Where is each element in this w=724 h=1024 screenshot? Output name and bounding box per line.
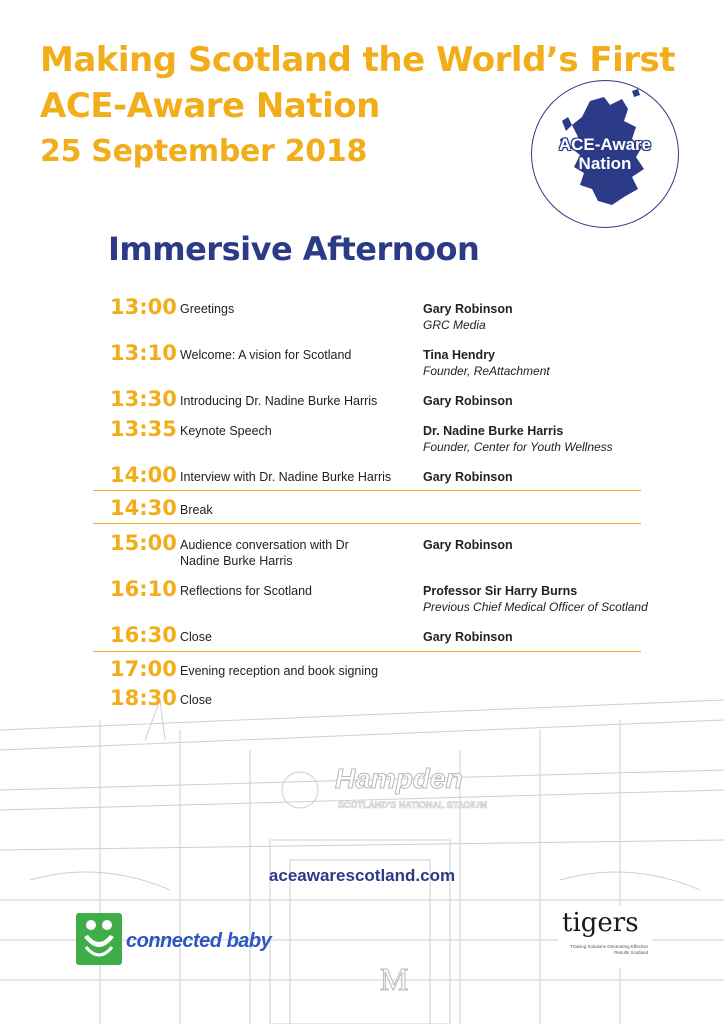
schedule-event: Close (180, 630, 212, 644)
schedule-time: 13:00 (110, 295, 177, 319)
schedule-time: 16:10 (110, 577, 177, 601)
schedule-speaker: Gary Robinson (423, 394, 513, 408)
ace-aware-nation-badge (531, 80, 679, 228)
schedule-divider (93, 490, 641, 491)
schedule-event: Reflections for Scotland (180, 584, 313, 598)
schedule-time: 18:30 (110, 686, 177, 710)
schedule-event: Welcome: A vision for Scotland (180, 348, 352, 362)
schedule-role: Previous Chief Medical Officer of Scotland (423, 600, 648, 614)
tigers-wordmark: tigers (562, 908, 639, 938)
badge-line-1: ACE-Aware (558, 135, 652, 154)
schedule-role: Founder, Center for Youth Wellness (423, 440, 613, 454)
schedule-time: 16:30 (110, 623, 177, 647)
schedule-event: Evening reception and book signing (180, 664, 379, 678)
schedule-event: Introducing Dr. Nadine Burke Harris (180, 394, 378, 408)
schedule-event: Close (180, 693, 212, 707)
schedule-role: Founder, ReAttachment (423, 364, 550, 378)
schedule-time: 13:30 (110, 387, 177, 411)
schedule-speaker: Tina Hendry (423, 348, 496, 362)
tigers-tagline: Training Solutions Generating Effective Results Scotland (570, 944, 648, 955)
connected-baby-wordmark: connected baby (126, 930, 272, 952)
schedule-time: 13:35 (110, 417, 177, 441)
schedule-divider (93, 651, 641, 652)
schedule-time: 13:10 (110, 341, 177, 365)
schedule-role: GRC Media (423, 318, 486, 332)
schedule-divider (93, 523, 641, 524)
schedule-event: Audience conversation with Dr Nadine Burke Harris (180, 538, 349, 568)
schedule-speaker: Gary Robinson (423, 470, 513, 484)
schedule-speaker: Gary Robinson (423, 538, 513, 552)
website-link[interactable]: aceawarescotland.com (268, 866, 456, 885)
schedule-time: 17:00 (110, 657, 177, 681)
event-date: 25 September 2018 (40, 134, 368, 169)
schedule-time: 14:00 (110, 463, 177, 487)
title-line-1: Making Scotland the World’s First (40, 40, 676, 80)
connected-baby-icon (76, 913, 122, 965)
hampden-sign-subtitle: SCOTLAND'S NATIONAL STADIUM (338, 800, 488, 810)
schedule-speaker: Gary Robinson (423, 302, 513, 316)
stadium-mark: M (380, 961, 409, 997)
section-title: Immersive Afternoon (108, 230, 480, 268)
tigers-logo (558, 906, 652, 968)
schedule-speaker: Gary Robinson (423, 630, 513, 644)
schedule-speaker: Dr. Nadine Burke Harris (423, 424, 564, 438)
schedule-event: Keynote Speech (180, 424, 272, 438)
schedule-time: 15:00 (110, 531, 177, 555)
hampden-sign: Hampden (335, 763, 463, 794)
schedule-event: Break (180, 503, 213, 517)
badge-line-2: Nation (578, 154, 632, 173)
title-line-2: ACE-Aware Nation (40, 86, 380, 126)
schedule-speaker: Professor Sir Harry Burns (423, 584, 578, 598)
schedule-time: 14:30 (110, 496, 177, 520)
schedule-event: Interview with Dr. Nadine Burke Harris (180, 470, 392, 484)
schedule-event: Greetings (180, 302, 235, 316)
